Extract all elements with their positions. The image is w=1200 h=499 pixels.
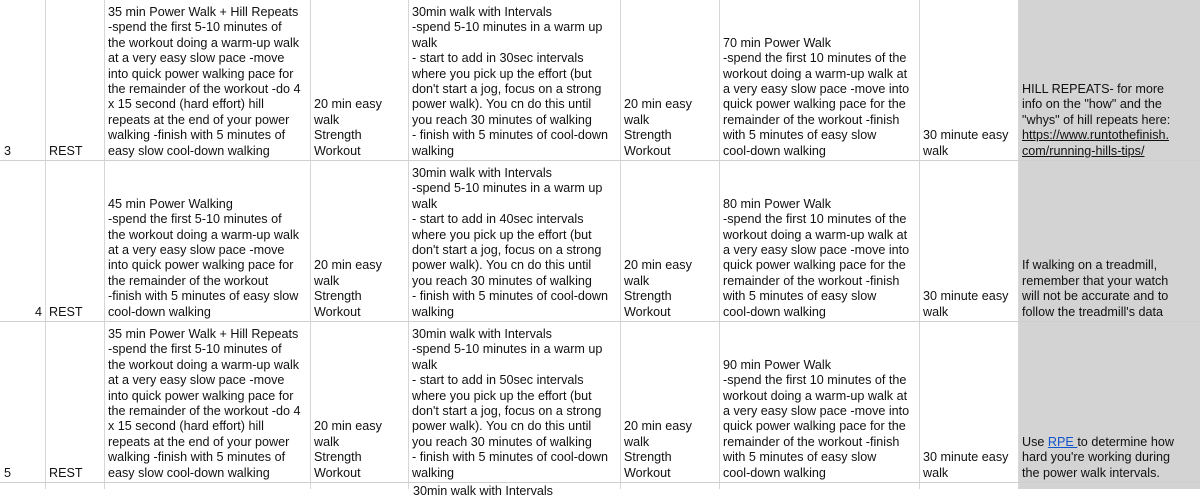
next-row-peek <box>413 484 613 498</box>
cell-text: 90 min Power Walk -spend the first 10 minutes of the workout doing a warm-up walk at a very easy slow pace -move into quick power walking pace for the remainder of the workout -finish with 5 minutes of easy slow cool-down walking <box>723 357 910 480</box>
cell-text: Use <box>1022 434 1048 449</box>
cell-text: HILL REPEATS- for more info on the "how" and the "whys" of hill repeats here: <box>1022 81 1171 127</box>
cell-text: 30 minute easy walk <box>923 289 1009 319</box>
cell-day6-week-3[interactable] <box>719 0 919 159</box>
cell-notes-week-5[interactable] <box>1018 322 1200 481</box>
cell-text: 80 min Power Walk -spend the first 10 minutes of the workout doing a warm-up walk at a very easy slow pace -move into quick power walking pace for the remainder of the workout -finish with 5 minutes of easy slow cool-down walking <box>723 196 910 319</box>
cell-text: 35 min Power Walk + Hill Repeats -spend the first 5-10 minutes of the workout doing a warm-up walk at a very easy slow pace -move into quick power walking pace for the remainder of the workout -do 4 x 15 second (hard effort) hill repeats at the end of your power walking -finish with 5 minutes of easy slow cool-down walking <box>108 4 301 158</box>
cell-text: 30 minute easy walk <box>923 450 1009 480</box>
cell-week-5[interactable] <box>0 322 45 481</box>
row-divider <box>0 482 1200 483</box>
cell-week-4[interactable] <box>0 161 45 320</box>
cell-text: 70 min Power Walk -spend the first 10 minutes of the workout doing a warm-up walk at a very easy slow pace -move into quick power walking pace for the remainder of the workout -finish with 5 minutes of easy slow cool-down walking <box>723 35 910 158</box>
cell-day1-week-4[interactable] <box>45 161 104 320</box>
cell-day5-week-4[interactable] <box>620 161 719 320</box>
cell-day4-week-3[interactable] <box>408 0 620 159</box>
cell-text: 20 min easy walk Strength Workout <box>314 419 382 480</box>
cell-text: 30min walk with Intervals <box>413 484 553 498</box>
cell-day6-week-4[interactable] <box>719 161 919 320</box>
cell-day4-week-4[interactable] <box>408 161 620 320</box>
cell-day3-week-3[interactable] <box>310 0 408 159</box>
week-number: 5 <box>4 465 12 480</box>
hill-repeats-link[interactable]: https://www.runtothefinish. com/running-hills-tips/ <box>1022 128 1169 158</box>
cell-text: 20 min easy walk Strength Workout <box>624 97 692 158</box>
cell-day5-week-3[interactable] <box>620 0 719 159</box>
cell-day2-week-4[interactable] <box>104 161 310 320</box>
cell-day4-week-5[interactable] <box>408 322 620 481</box>
cell-text: 35 min Power Walk + Hill Repeats -spend the first 5-10 minutes of the workout doing a warm-up walk at a very easy slow pace -move into quick power walking pace for the remainder of the workout -do 4 x 15 second (hard effort) hill repeats at the end of your power walking -finish with 5 minutes of easy slow cool-down walking <box>108 326 301 480</box>
cell-day6-week-5[interactable] <box>719 322 919 481</box>
cell-text: 30 minute easy walk <box>923 128 1009 158</box>
cell-day1-week-5[interactable] <box>45 322 104 481</box>
cell-text: 30min walk with Intervals -spend 5-10 minutes in a warm up walk - start to add in 30sec intervals where you pick up the effort (but don't start a jog, focus on a strong power walk). You cn do this until you reach 30 minutes of walking - finish with 5 minutes of cool-down walking <box>412 4 608 158</box>
cell-text: 20 min easy walk Strength Workout <box>624 419 692 480</box>
cell-text: 20 min easy walk Strength Workout <box>314 258 382 319</box>
cell-day7-week-5[interactable] <box>919 322 1018 481</box>
cell-text: to determine how hard you're working during the power walk intervals. <box>1022 434 1174 480</box>
cell-day5-week-5[interactable] <box>620 322 719 481</box>
rpe-note <box>1022 435 1198 481</box>
cell-day2-week-3[interactable] <box>104 0 310 159</box>
cell-notes-week-3[interactable] <box>1018 0 1200 159</box>
rpe-link[interactable]: RPE <box>1047 434 1078 449</box>
cell-day3-week-5[interactable] <box>310 322 408 481</box>
week-number: 3 <box>4 143 12 158</box>
cell-text: REST <box>49 465 83 480</box>
cell-day2-week-5[interactable] <box>104 322 310 481</box>
cell-week-3[interactable] <box>0 0 45 159</box>
cell-text: REST <box>49 304 83 319</box>
cell-day7-week-3[interactable] <box>919 0 1018 159</box>
week-number: 4 <box>34 304 42 319</box>
cell-notes-week-4[interactable] <box>1018 161 1200 320</box>
cell-day7-week-4[interactable] <box>919 161 1018 320</box>
cell-text: 30min walk with Intervals -spend 5-10 minutes in a warm up walk - start to add in 40sec intervals where you pick up the effort (but don't start a jog, focus on a strong power walk). You cn do this until you reach 30 minutes of walking - finish with 5 minutes of cool-down walking <box>412 165 608 319</box>
cell-text: 20 min easy walk Strength Workout <box>314 97 382 158</box>
cell-text: If walking on a treadmill, remember that your watch will not be accurate and to follow the treadmill's data <box>1022 258 1169 319</box>
cell-text: 45 min Power Walking -spend the first 5-10 minutes of the workout doing a warm-up walk at a very easy slow pace -move into quick power walking pace for the remainder of the workout -finish with 5 minutes of easy slow cool-down walking <box>108 196 300 319</box>
cell-text: 20 min easy walk Strength Workout <box>624 258 692 319</box>
cell-text: REST <box>49 143 83 158</box>
cell-day1-week-3[interactable] <box>45 0 104 159</box>
cell-day3-week-4[interactable] <box>310 161 408 320</box>
cell-text: 30min walk with Intervals -spend 5-10 minutes in a warm up walk - start to add in 50sec intervals where you pick up the effort (but don't start a jog, focus on a strong power walk). You cn do this until you reach 30 minutes of walking - finish with 5 minutes of cool-down walking <box>412 326 608 480</box>
